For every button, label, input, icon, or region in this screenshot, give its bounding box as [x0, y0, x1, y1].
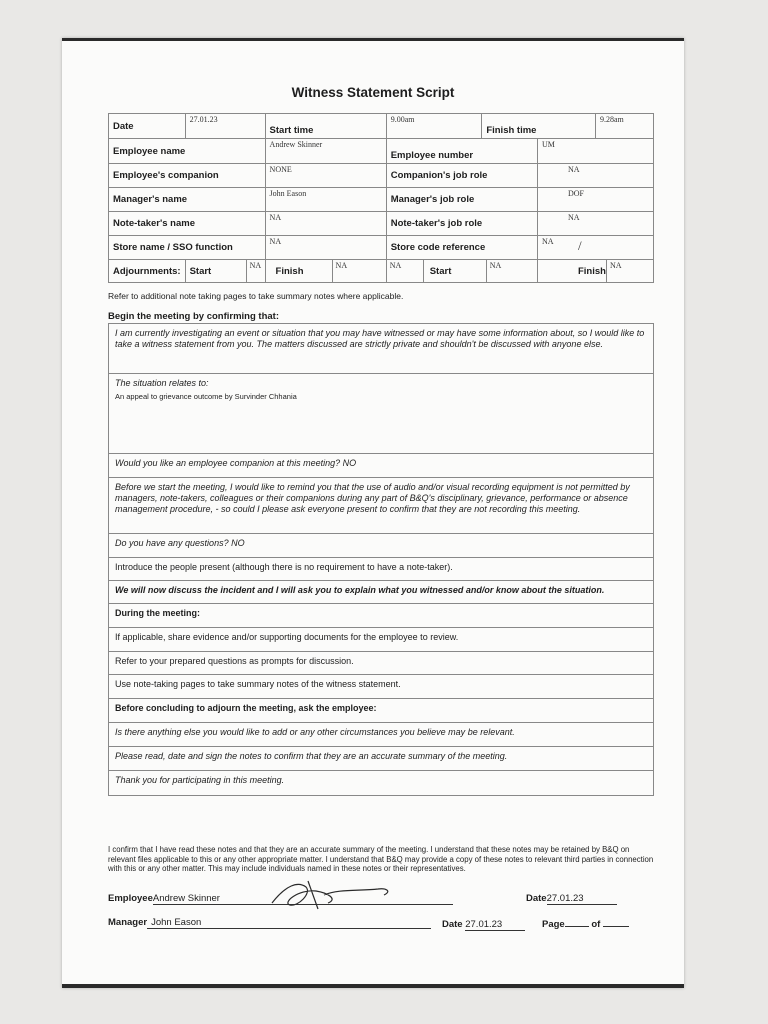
employee-date-line: [547, 893, 617, 905]
employee-date-row: [526, 893, 617, 905]
page-row: [542, 919, 629, 930]
recording-block: Before we start the meeting, I would like to remind you that the use of audio and/or visual recording equipment is not permitted by managers, note-takers, colleagues or their companions during any part of B&Q's disciplinary, grievance, performance or absence management procedure, - so could I please ask everyone present to confirm that they are not recording this meeting.: [109, 478, 653, 534]
adjournment-start2-cell: [386, 260, 537, 283]
discuss-block: We will now discuss the incident and I will ask you to explain what you witnessed and/or know about the situation.: [109, 581, 653, 604]
employee-name-value: Andrew Skinner: [265, 139, 386, 164]
adj-start-label: Start: [189, 265, 212, 277]
adj-finish2-value: NA: [606, 260, 653, 282]
companion-role-value: NA: [537, 164, 653, 188]
introduce-block: Introduce the people present (although there is no requirement to have a note-taker).: [109, 558, 653, 581]
employee-name-label: Employee name: [109, 139, 266, 164]
notetaker-value: NA: [265, 212, 386, 236]
employee-number-label: Employee number: [386, 139, 537, 164]
manager-role-label: Manager's job role: [386, 188, 537, 212]
notetaker-role-value: NA: [537, 212, 653, 236]
adjournment-finish2-cell: [537, 260, 653, 283]
of-line: [603, 926, 629, 927]
script-blocks: [108, 323, 654, 796]
note-text: Refer to additional note taking pages to take summary notes where applicable.: [108, 291, 404, 301]
situation-block: [109, 374, 653, 454]
adjournment-start-cell: [185, 260, 265, 283]
notetaker-label: Note-taker's name: [109, 212, 266, 236]
notetaker-role-label: Note-taker's job role: [386, 212, 537, 236]
employee-sign-label: Employee: [108, 893, 153, 904]
store-value: NA: [265, 236, 386, 260]
finish-time-label: Finish time: [482, 114, 596, 139]
adj-start-value: NA: [246, 260, 265, 282]
thanks-block: Thank you for participating in this meeting.: [115, 775, 285, 785]
date-value: 27.01.23: [185, 114, 265, 139]
companion-question: Would you like an employee companion at this meeting? NO: [109, 454, 653, 478]
confirm-text: I confirm that I have read these notes and that they are an accurate summary of the meeting. I understand that these notes may be retained by B&Q on relevant files applicable to this or any other appropriate matter. I understand that B&Q may provide a copy of these notes to relevant third parties in connection with this or any other matter. This may include individuals named in these notes or their representatives.: [108, 845, 654, 873]
intro-block: I am currently investigating an event or situation that you may have witnessed or may have some information about, so I would like to take a witness statement from you. The matters discussed are strictly private and shouldn't be discussed with anyone else.: [109, 324, 653, 374]
manager-sign-row: [108, 917, 431, 929]
finish-time-value: 9.28am: [595, 114, 653, 139]
store-label: Store name / SSO function: [109, 236, 266, 260]
document-page: [62, 38, 684, 988]
start-time-label: Start time: [265, 114, 386, 139]
adjournments-label: Adjournments:: [109, 260, 186, 283]
employee-sign-value: Andrew Skinner: [152, 893, 220, 904]
signature-section: [108, 845, 654, 930]
adjournment-finish-cell: [265, 260, 386, 283]
page-line: [565, 926, 589, 927]
adj-start2-label: Start: [429, 265, 452, 277]
situation-value: An appeal to grievance outcome by Survinder Chhania: [115, 392, 297, 401]
store-code-label: Store code reference: [386, 236, 537, 260]
adj-start2-value: NA: [387, 260, 424, 282]
begin-heading: Begin the meeting by confirming that:: [108, 311, 280, 322]
handwritten-signature-icon: [268, 877, 398, 916]
manager-sign-value: John Eason: [151, 917, 202, 928]
companion-label: Employee's companion: [109, 164, 266, 188]
header-table: [108, 113, 654, 283]
questions-block: Do you have any questions? NO: [109, 534, 653, 558]
anything-block: Is there anything else you would like to add or any other circumstances you believe may be relevant.: [109, 723, 653, 747]
manager-value: John Eason: [265, 188, 386, 212]
page-title: Witness Statement Script: [291, 85, 455, 100]
situation-label: The situation relates to:: [115, 378, 209, 388]
page-label: Page: [542, 919, 565, 930]
during-heading: During the meeting:: [109, 604, 653, 628]
manager-role-value: DOF: [537, 188, 653, 212]
employee-date-label: Date: [526, 893, 547, 904]
please-block: Please read, date and sign the notes to confirm that they are an accurate summary of the meeting.: [109, 747, 653, 771]
manager-date-line: [465, 919, 525, 931]
adj-finish-label: Finish: [275, 265, 304, 277]
manager-date-value: 27.01.23: [465, 919, 503, 930]
manager-date-label: Date: [442, 919, 463, 930]
adj-start2-value-b: NA: [486, 260, 537, 282]
slash-mark: /: [577, 238, 582, 253]
manager-label: Manager's name: [109, 188, 266, 212]
manager-sign-line: [147, 917, 431, 929]
notes-block: Use note-taking pages to take summary notes of the witness statement.: [109, 675, 653, 699]
evidence-block: If applicable, share evidence and/or supporting documents for the employee to review.: [109, 628, 653, 652]
companion-value: NONE: [265, 164, 386, 188]
prepared-block: Refer to your prepared questions as prompts for discussion.: [109, 652, 653, 675]
of-label: of: [591, 919, 601, 930]
companion-role-label: Companion's job role: [386, 164, 537, 188]
adj-finish-value: NA: [332, 260, 386, 282]
manager-date-row: [442, 919, 525, 931]
manager-sign-label: Manager: [108, 917, 148, 928]
before-heading: Before concluding to adjourn the meeting, ask the employee:: [109, 699, 653, 723]
employee-date-value: 27.01.23: [546, 893, 584, 904]
store-code-value: NA /: [537, 236, 653, 260]
adj-finish2-label: Finish: [577, 265, 606, 277]
date-label: Date: [109, 114, 186, 139]
start-time-value: 9.00am: [386, 114, 482, 139]
employee-number-value: UM: [537, 139, 653, 164]
